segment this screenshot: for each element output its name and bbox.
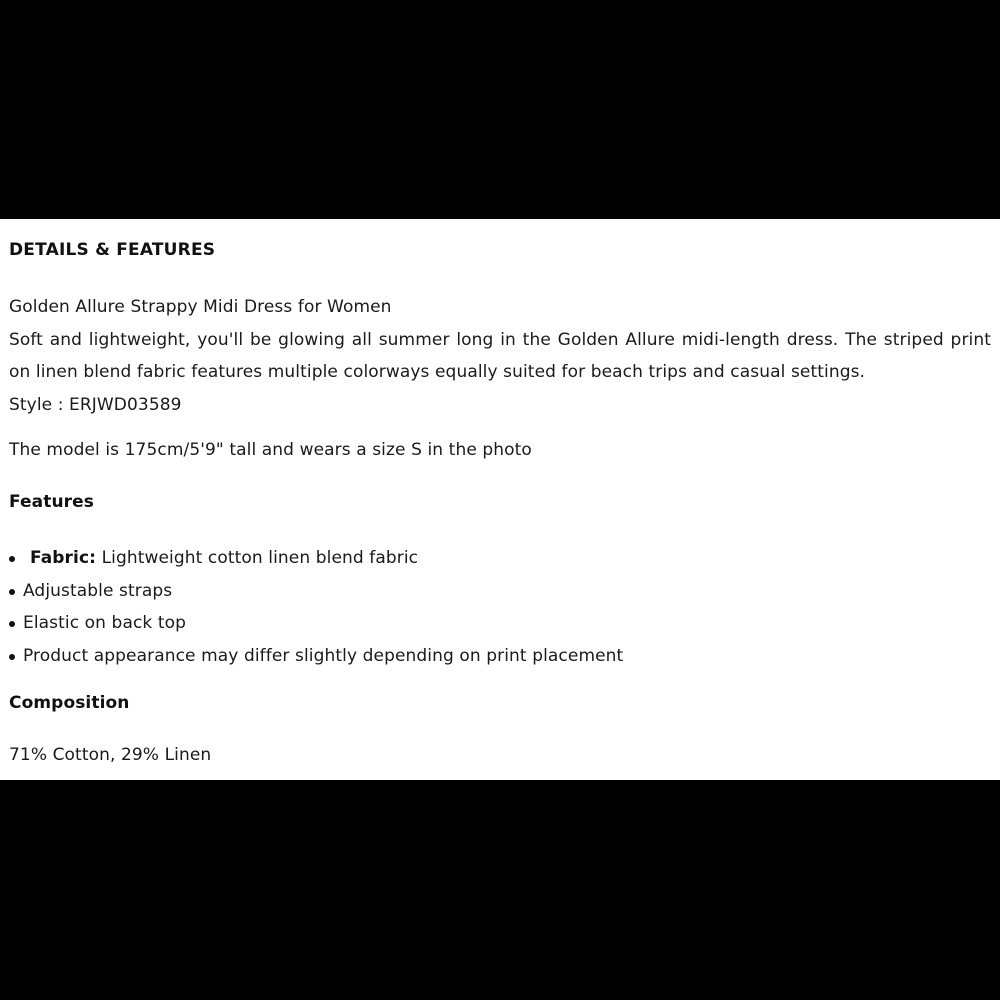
list-item [9,640,623,673]
feature-text: Elastic on back top [23,613,187,633]
bullet-icon [9,556,15,562]
top-black-band [0,0,1000,219]
feature-text: Product appearance may differ slightly depending on print placement [23,645,624,666]
style-code: Style : ERJWD03589 [9,394,182,415]
bullet-icon [9,654,15,660]
product-name: Golden Allure Strappy Midi Dress for Women [9,297,392,317]
list-item [9,607,623,640]
feature-text: Lightweight cotton linen blend fabric [101,548,419,568]
composition-value: 71% Cotton, 29% Linen [9,745,212,765]
composition-heading: Composition [9,693,130,713]
features-heading: Features [9,492,94,512]
model-size-note: The model is 175cm/5'9" tall and wears a size S in the photo [9,440,532,460]
bullet-icon [9,621,15,627]
details-panel [0,219,1000,780]
list-item [9,542,623,575]
list-item [9,575,623,608]
features-list [9,542,623,672]
product-description: Soft and lightweight, you'll be glowing all summer long in the Golden Allure midi-length dress. The striped print on linen blend fabric features multiple colorways equally suited for beach trips and casual settings. [9,329,991,382]
bottom-black-band [0,780,1000,1000]
bullet-icon [9,589,15,595]
feature-text: Adjustable straps [23,580,173,601]
product-description-block [9,291,991,421]
feature-label: Fabric: [30,548,97,568]
details-heading: DETAILS & FEATURES [9,240,216,260]
